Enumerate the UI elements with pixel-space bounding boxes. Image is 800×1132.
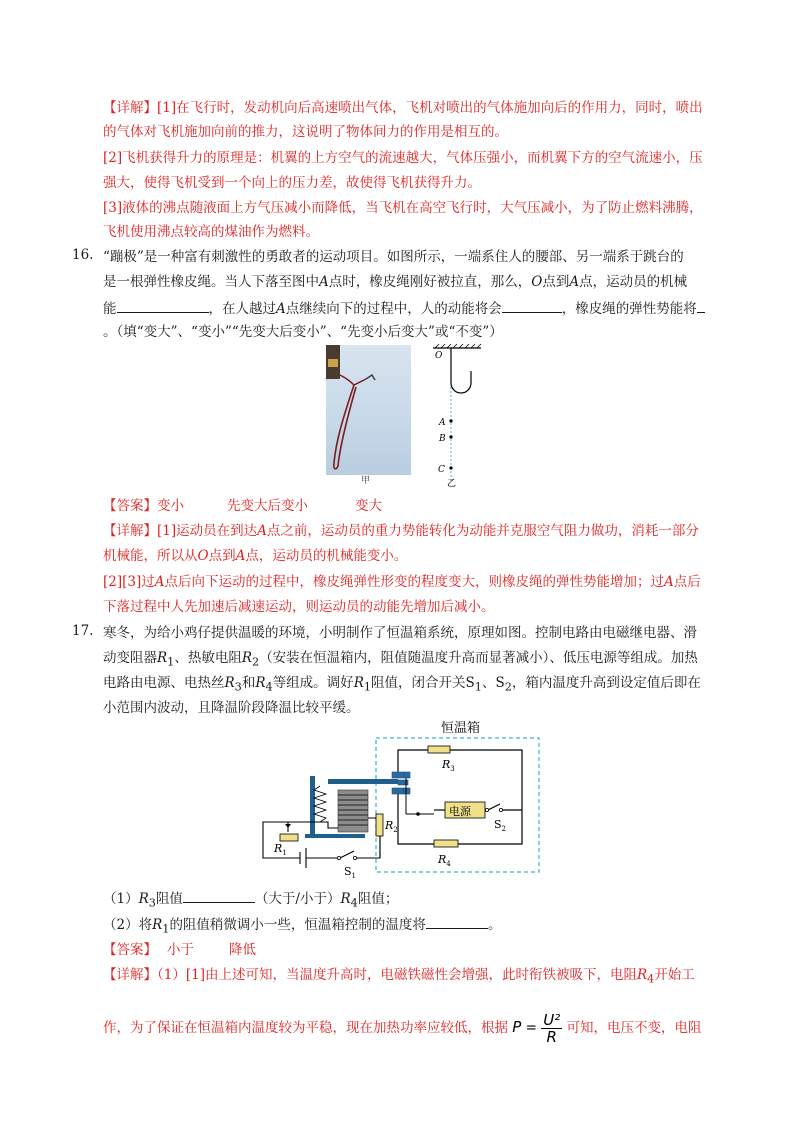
sub-question: $(1)R_3$阻值 （大于/小于）$R_4$阻值； <box>103 888 398 914</box>
label-r2: $R_2$ <box>385 819 398 834</box>
resistor-r3 <box>428 746 450 753</box>
answer-2: 降低 <box>229 942 256 958</box>
detail-line: 【详解】[1]在飞行时，发动机向后高速喷出气体，飞机对喷出的气体施加向后的作用力，同时，喷出 <box>103 100 703 116</box>
figure-label-jia: 甲 <box>361 476 371 486</box>
question-text: 。（填“变大”、“变小”“先变大后变小”、“先变小后变大”或“不变”） <box>103 324 503 340</box>
detail-line: 飞机使用沸点较高的煤油作为燃料。 <box>103 224 319 240</box>
question-number: 17. <box>72 623 94 639</box>
question-text: “蹦极”是一种富有刺激性的勇敢者的运动项目。如图所示，一端系住人的腰部、另一端系于跳台的 <box>103 249 684 265</box>
detail-line: 【详解】（1）[1]由上述可知，当温度升高时，电磁铁磁性会增强，此时衔铁被吸下，电阻$R_4$开始工 <box>103 967 695 986</box>
label-o: O <box>435 351 443 361</box>
label-r3: $R_3$ <box>442 758 455 773</box>
label-c: C <box>438 465 445 475</box>
detail-line: 强大，使得飞机受到一个向上的压力差，故使得飞机获得升力。 <box>103 175 481 191</box>
armature <box>328 779 398 784</box>
electromagnet <box>338 790 368 832</box>
detail-line: 下落过程中人先加速后减速运动，则运动员的动能先增加后减小。 <box>103 599 495 615</box>
power-source-label: 电源 <box>449 805 471 818</box>
detail-line: 作，为了保证在恒温箱内温度较为平稳，现在加热功率应较低，根据 P = $\frac{\text{U²}}{R}$ 可知，电压不变，电阻 <box>103 1011 702 1046</box>
bungee-photo-illustration <box>326 345 411 475</box>
detail-line: [2]飞机获得升力的原理是：机翼的上方空气的流速越大，气体压强小，而机翼下方的空气流速小，压 <box>103 150 703 166</box>
question-text: 寒冬，为给小鸡仔提供温暖的环境，小明制作了恒温箱系统，原理如图。控制电路由电磁继电器、滑 <box>103 625 697 641</box>
answer-blank[interactable] <box>697 298 705 313</box>
detail-line: 的气体对飞机施加向前的推力，这说明了物体间力的作用是相互的。 <box>103 124 508 140</box>
answer-blank[interactable] <box>502 298 562 313</box>
bungee-photo <box>326 345 411 486</box>
thermistor-r2 <box>376 814 383 836</box>
answer-2: 先变大后变小 <box>227 498 308 514</box>
label-s2: $S_2$ <box>494 818 507 833</box>
label-s1: $S_1$ <box>344 865 357 878</box>
formula-fraction: $\frac{\text{U²}}{R}$ <box>543 1011 561 1046</box>
point-a <box>449 419 452 422</box>
question-text: 电路由电源、电热丝$R_3$和$R_4$等组成。调好$R_1$阻值，闭合开关$S_1$、$S_2$，箱内温度升高到设定值后即在 <box>103 675 701 694</box>
figure-label-yi: 乙 <box>447 479 457 489</box>
answer-blank[interactable] <box>426 914 488 929</box>
label-a: A <box>439 418 446 428</box>
rheostat-r1 <box>280 834 298 841</box>
resistor-r4 <box>434 840 458 847</box>
question-text: 小范围内波动，且降温阶段降温比较平缓。 <box>103 700 360 716</box>
answer-1: 小于 <box>167 942 194 958</box>
point-c <box>449 466 452 469</box>
spring <box>314 786 326 822</box>
formula-p: P <box>512 1018 522 1036</box>
question-text: 动变阻器$R_1$、热敏电阻$R_2$（安装在恒温箱内，阻值随温度升高而显著减小）、低压电源等组成。加热 <box>103 650 698 669</box>
question-number: 16. <box>72 247 94 263</box>
rope-curve <box>451 348 471 393</box>
answer-3: 变大 <box>355 498 382 514</box>
answer-line: 【答案】 小于 降低 <box>103 942 256 958</box>
label-r1: $R_1$ <box>274 842 287 857</box>
point-b <box>449 435 452 438</box>
answer-blank[interactable] <box>117 298 209 313</box>
answer-line: 【答案】变小 先变大后变小 变大 <box>103 498 382 514</box>
answer-1: 变小 <box>157 498 184 514</box>
detail-line: 【详解】[1]运动员在到达A点之前，运动员的重力势能转化为动能并克服空气阻力做功，消耗一部分 <box>103 523 699 539</box>
question-text: 是一根弹性橡皮绳。当人下落至图中A点时，橡皮绳刚好被拉直，那么，O点到A点，运动员的机械 <box>103 274 688 290</box>
thermostat-circuit-diagram <box>258 718 543 878</box>
sub-question: （2）将$R_1$的阻值稍微调小一些，恒温箱控制的温度将 。 <box>103 914 501 940</box>
label-r4: $R_4$ <box>438 853 451 868</box>
answer-blank[interactable] <box>183 888 255 903</box>
circuit-title: 恒温箱 <box>441 721 481 736</box>
label-b: B <box>439 434 446 444</box>
detail-line: [3]液体的沸点随液面上方气压减小而降低，当飞机在高空飞行时，大气压减小，为了防止燃料沸腾， <box>103 200 703 216</box>
question-text: 能 ，在人越过A点继续向下的过程中，人的动能将会 ，橡皮绳的弹性势能将 <box>103 298 705 319</box>
bungee-diagram <box>425 343 495 493</box>
detail-line: 机械能，所以从O点到A点，运动员的机械能变小。 <box>103 548 408 564</box>
detail-line: [2][3]过A点后向下运动的过程中，橡皮绳弹性形变的程度变大，则橡皮绳的弹性势能增加；过A点后 <box>103 574 701 590</box>
